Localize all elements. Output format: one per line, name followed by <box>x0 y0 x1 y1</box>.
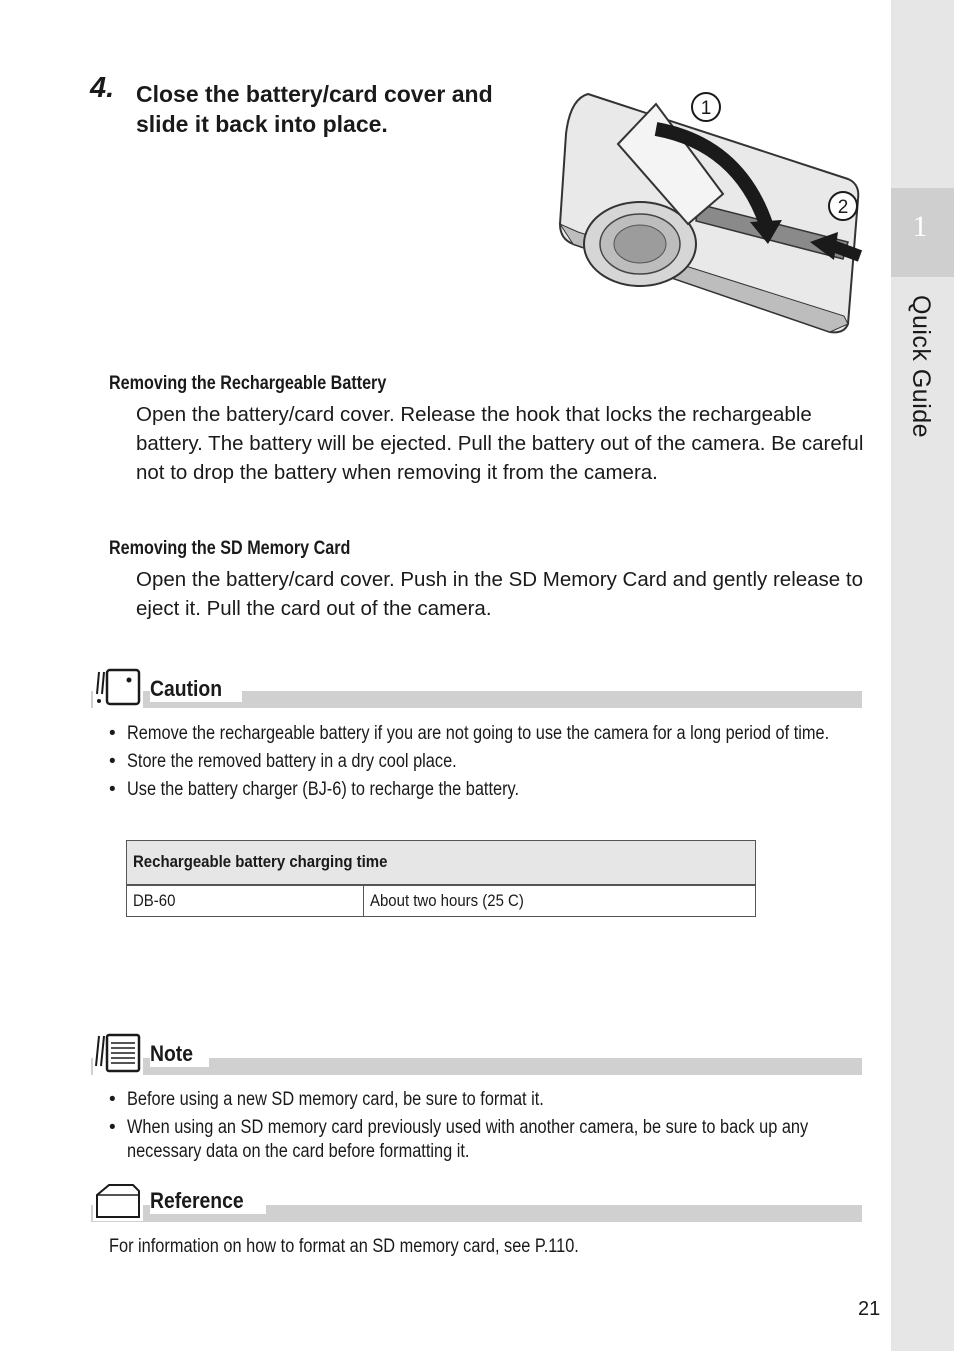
paragraph-removing-battery: Open the battery/card cover. Release the hook that locks the rechargeable battery. The battery will be ejected. Pull the battery out of the camera. Be careful not to drop the battery when removing it from the camera. <box>136 403 864 484</box>
list-item: • Remove the rechargeable battery if you are not going to use the camera for a long period of time. <box>109 723 830 744</box>
camera-battery-cover-illustration <box>548 84 868 339</box>
reference-icon <box>93 1177 143 1221</box>
table-header: Rechargeable battery charging time <box>127 841 756 885</box>
note-icon <box>93 1032 143 1076</box>
side-tab-label: Quick Guide <box>907 295 935 439</box>
note-list <box>109 1088 869 1168</box>
chapter-tab[interactable] <box>891 188 954 277</box>
caution-icon <box>93 666 143 710</box>
list-item: • Store the removed battery in a dry cool place. <box>109 751 457 772</box>
caution-title: Caution <box>150 676 242 702</box>
chapter-number: 1 <box>912 210 928 243</box>
table-cell-time: About two hours (25 C) <box>364 885 756 917</box>
note-title: Note <box>150 1041 209 1067</box>
page-number: 21 <box>858 1298 881 1320</box>
step-instruction: Close the battery/card cover and slide it back into place. <box>136 81 493 137</box>
callout-1 <box>692 93 720 121</box>
reference-text: For information on how to format an SD memory card, see P.110. <box>109 1236 579 1257</box>
callout-2 <box>829 192 857 220</box>
list-item: • Use the battery charger (BJ-6) to recharge the battery. <box>109 779 520 800</box>
table-cell-model: DB-60 <box>127 885 364 917</box>
list-item: • When using an SD memory card previously used with another camera, be sure to back up any necessary data on the card before formatting it. <box>109 1117 809 1162</box>
paragraph-removing-sd-card: Open the battery/card cover. Push in the SD Memory Card and gently release to eject it. Pull the card out of the camera. <box>136 568 863 620</box>
charging-time-table <box>126 840 756 917</box>
reference-title: Reference <box>150 1188 266 1214</box>
step-number: 4. <box>90 72 115 104</box>
list-item: • Before using a new SD memory card, be sure to format it. <box>109 1089 544 1110</box>
caution-list <box>109 722 869 806</box>
svg-text:1: 1 <box>700 98 712 119</box>
table-row <box>127 885 756 917</box>
svg-text:2: 2 <box>837 197 849 218</box>
subheading-removing-battery: Removing the Rechargeable Battery <box>109 373 387 394</box>
subheading-removing-sd-card: Removing the SD Memory Card <box>109 538 351 559</box>
